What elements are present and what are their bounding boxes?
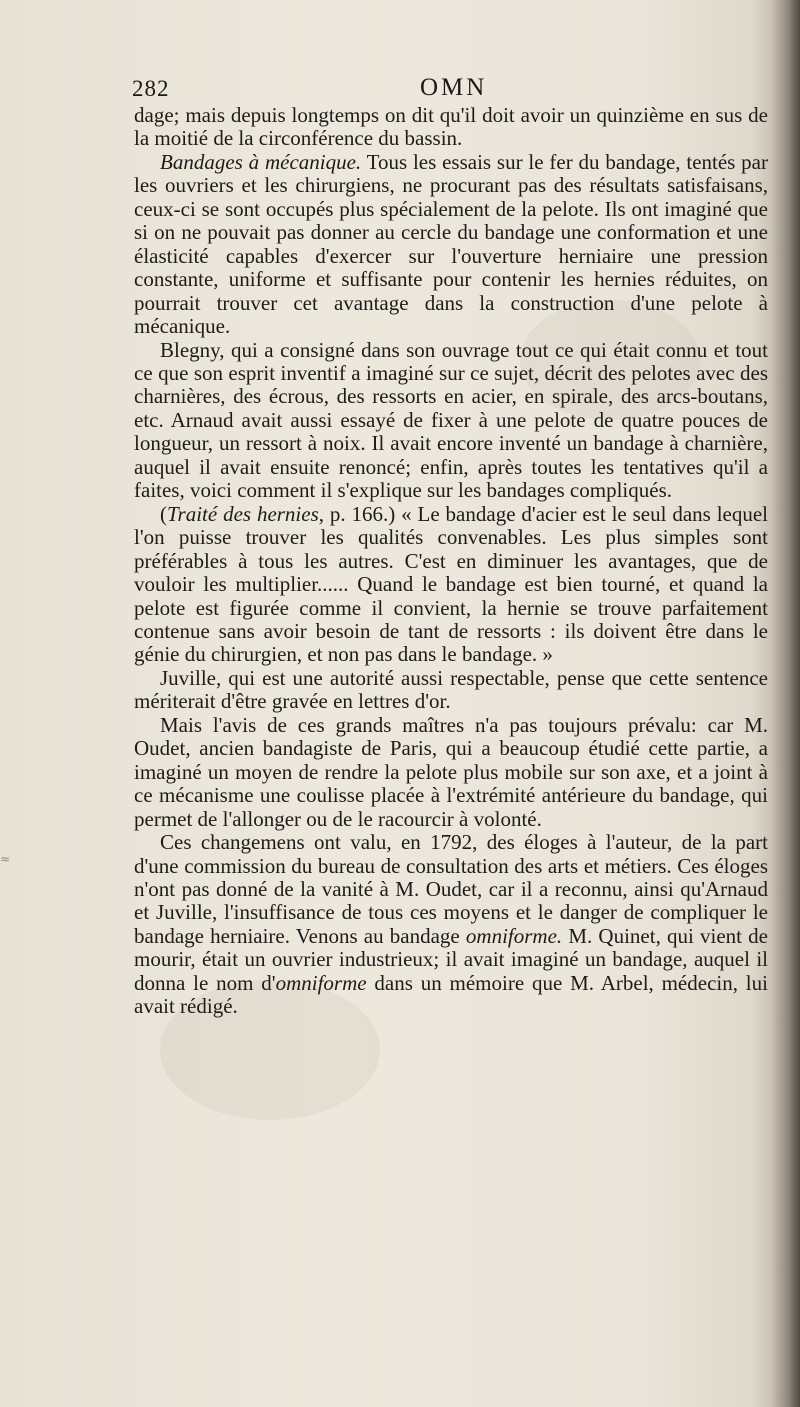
paragraph [134,667,768,714]
page-gutter-shadow [772,0,800,1407]
body-text [134,104,768,1019]
italic-text: omniforme [275,970,367,995]
margin-mark: ≈ [0,852,11,866]
paragraph-text: Mais l'avis de ces grands maîtres n'a pas toujours prévalu: car M. Oudet, ancien bandagiste de Paris, qui a beaucoup étudié cette partie, a imaginé un moyen de rendre la pelote plus mobile sur son axe, et a joint à ce mécanisme une coulisse placée à l'extrémité antérieure du bandage, qui permet de l'allonger ou de le racourcir à volonté. [134,712,768,831]
paragraph-text: Blegny, qui a consigné dans son ouvrage tout ce qui était connu et tout ce que son esprit inventif a imaginé sur ce sujet, décrit des pelotes avec des charnières, des écrous, des ressorts en acier, en spirale, des arcs-boutans, etc. Arnaud avait aussi essayé de fixer à une pelote de quatre pouces de longueur, un ressort à noix. Il avait encore inventé un bandage à charnière, auquel il avait ensuite renoncé; enfin, après toutes les tentatives qu'il a faites, voici comment il s'explique sur les bandages compliqués. [134,337,768,503]
paragraph-text: ( [160,501,167,526]
paragraph [134,714,768,831]
italic-text: Bandages à mécanique. [160,149,362,174]
paragraph-text: Ces changemens ont valu, en 1792, des éloges à l'auteur, de la part d'une commission du bureau de consultation des arts et métiers. Ces éloges n'ont pas donné de la vanité à M. Oudet, car il a reconnu, ainsi qu'Arnaud et Juville, l'insuffisance de tous ces moyens et le danger de compliquer le bandage herniaire. Venons au bandage [134,830,768,948]
paragraph-text: dans un mémoire que M. Arbel, médecin, lui avait rédigé. [134,970,768,1019]
italic-text: Traité des hernies [167,501,319,526]
paragraph [134,503,768,667]
paragraph [134,339,768,503]
page-header [130,72,770,106]
running-head: OMN [420,74,488,101]
paragraph [134,151,768,339]
page-number: 282 [132,76,170,101]
paragraph-text: Juville, qui est une autorité aussi respectable, pense que cette sentence mériterait d'être gravée en lettres d'or. [134,665,768,714]
paragraph [134,831,768,1019]
paragraph-text: dage; mais depuis longtemps on dit qu'il doit avoir un quinzième en sus de la moitié de la circonférence du bassin. [134,103,768,151]
paragraph [134,104,768,151]
paragraph-text: Tous les essais sur le fer du bandage, tentés par les ouvriers et les chirurgiens, ne procurant pas des résultats satisfaisans, ceux-ci se sont occupés plus spécialement de la pelote. Ils ont imaginé que si on ne pouvait pas donner au cercle du bandage une conformation et une élasticité capables d'exercer sur l'ouverture herniaire une pression constante, uniforme et suffisante pour contenir les hernies réduites, on pourrait trouver cet avantage dans la construction d'une pelote à mécanique. [134,149,768,339]
paragraph-text: M. Quinet, qui vient de mourir, était un ouvrier industrieux; il avait imaginé un bandage, auquel il donna le nom d' [134,923,768,995]
paragraph-text: , p. 166.) « Le bandage d'acier est le seul dans lequel l'on puisse trouver les qualités convenables. Les plus simples sont préférables à tous les autres. C'est en diminuer les avantages, que de vouloir les multiplier...... Quand le bandage est bien tourné, et quand la pelote est figurée comme il convient, la hernie se trouve parfaitement contenue sans avoir besoin de tant de ressorts : ils doivent être dans le génie du chirurgien, et non pas dans le bandage. » [134,501,768,667]
italic-text: omniforme. [465,923,563,948]
